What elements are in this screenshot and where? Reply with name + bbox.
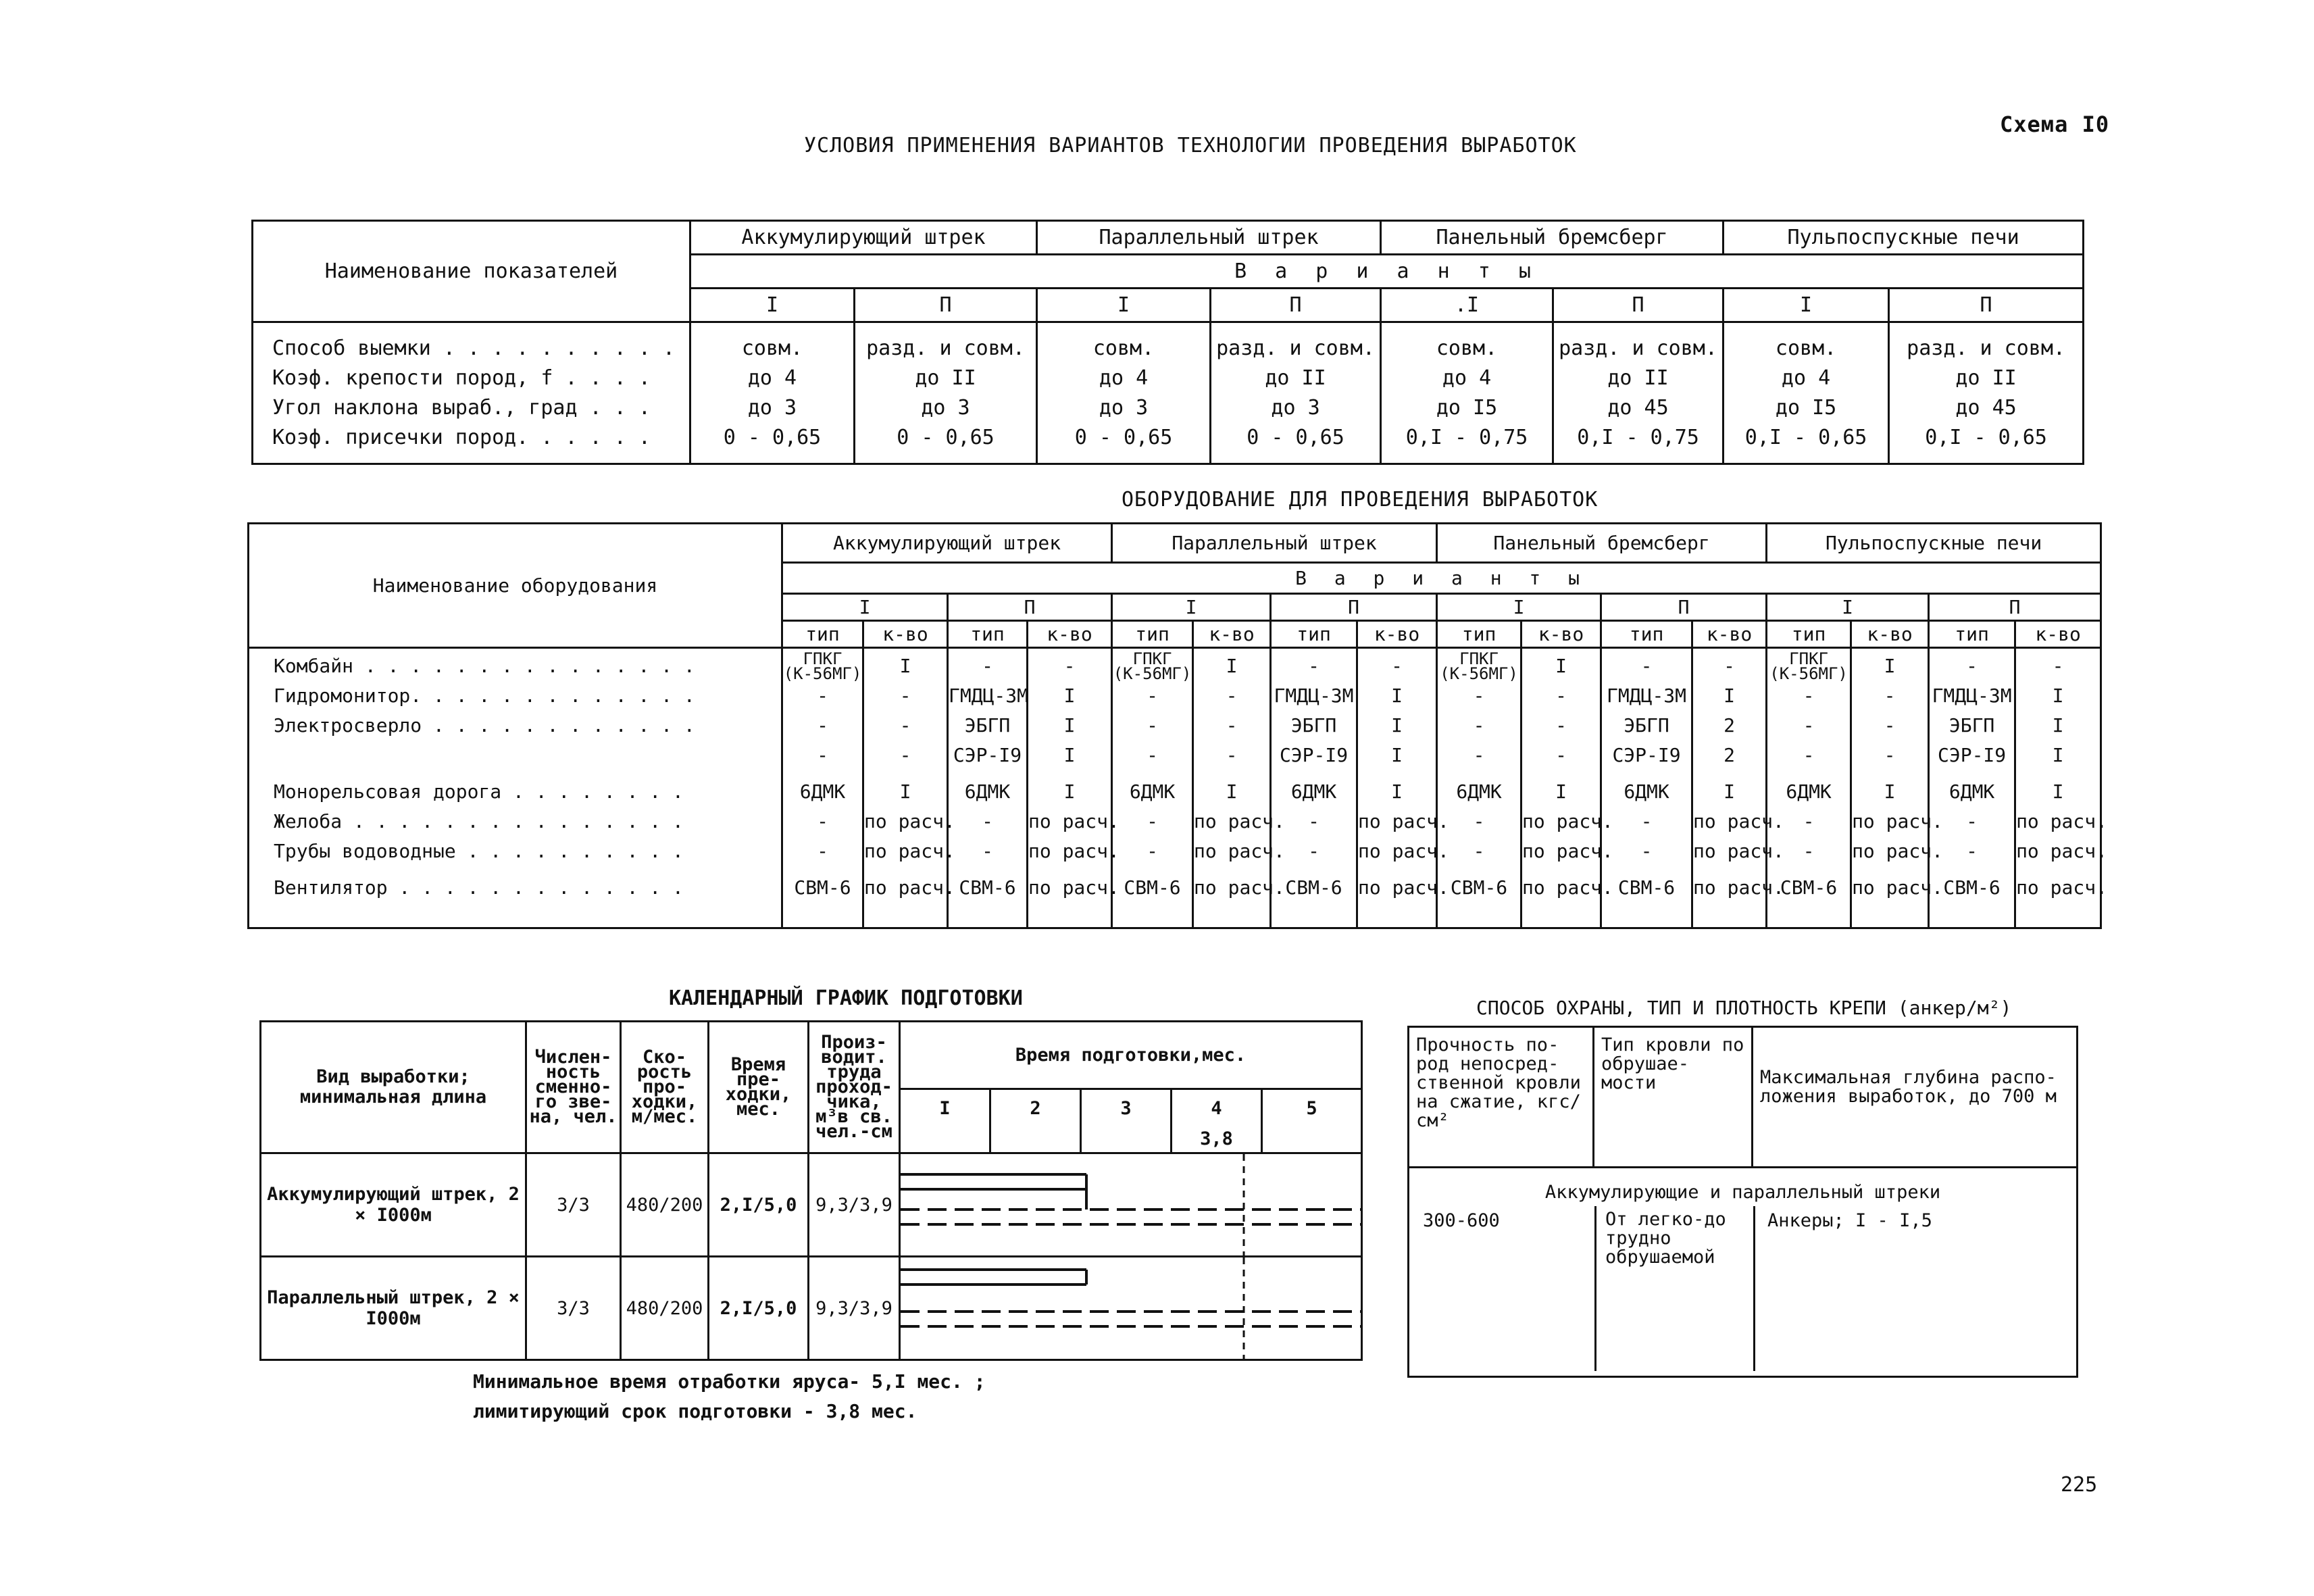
equipment-count: 2	[1724, 714, 1735, 737]
equipment-count: по расч.	[1852, 840, 1943, 862]
equipment-type: ГПКГ (К-56МГ)	[1440, 649, 1518, 683]
equipment-type: ЭБГП	[1948, 714, 1995, 737]
page-number: 225	[2061, 1473, 2098, 1497]
equipment-count: I	[1226, 780, 1238, 803]
condition-name: Коэф. крепости пород, f . . . .	[272, 366, 651, 390]
variants-header: В а р и а н т ы	[782, 563, 2101, 594]
equipment-count: -	[1724, 655, 1735, 677]
mark-3-8: 3,8	[1200, 1128, 1233, 1149]
equipment-type: СВМ-6	[794, 876, 851, 899]
equipment-count: I	[899, 780, 911, 803]
footnote-2: лимитирующий срок подготовки - 3,8 мес.	[473, 1400, 917, 1422]
equipment-type: ГМДЦ-3М	[949, 684, 1029, 707]
equipment-type: -	[1147, 744, 1158, 766]
equipment-count-column	[1851, 648, 1943, 928]
equipment-count: -	[1391, 655, 1403, 677]
equipment-count: по расч.	[1028, 876, 1120, 899]
equipment-type: 6ДМК	[1290, 780, 1337, 803]
support-roof: От легко-до трудно обрушаемой	[1605, 1209, 1726, 1268]
equipment-count: I	[1555, 780, 1567, 803]
condition-values: совм. до 4 до I5 0,I - 0,75	[1381, 322, 1553, 464]
equipment-count: по расч.	[1358, 810, 1449, 832]
support-header-strength: Прочность по- род непосред- ственной кровли на сжатие, кгс/см²	[1409, 1027, 1594, 1168]
variant-header: П	[1271, 594, 1437, 621]
equipment-count: -	[2052, 655, 2064, 677]
variant-header: П	[1889, 289, 2084, 322]
schedule-productivity: 9,3/3,9	[809, 1153, 900, 1257]
equipment-count: I	[1063, 684, 1076, 707]
equipment-count: по расч.	[2016, 840, 2107, 862]
type-header: тип	[948, 621, 1028, 648]
equipment-type: ЭБГП	[1624, 714, 1669, 737]
equipment-title: ОБОРУДОВАНИЕ ДЛЯ ПРОВЕДЕНИЯ ВЫРАБОТОК	[1122, 488, 1599, 512]
equipment-type: -	[1966, 655, 1978, 677]
schedule-time: 2,I/5,0	[709, 1153, 809, 1257]
equipment-type: -	[982, 840, 993, 862]
gantt-row	[900, 1153, 1362, 1257]
condition-names	[253, 322, 690, 464]
equipment-count: -	[1555, 744, 1567, 766]
equipment-count: по расч.	[864, 840, 955, 862]
group-header: Аккумулирующий штрек	[782, 524, 1112, 563]
equipment-count: I	[1063, 744, 1076, 766]
schedule-header-kind: Вид выработки; минимальная длина	[261, 1022, 526, 1153]
equipment-type: -	[1803, 714, 1815, 737]
condition-values: разд. и совм. до II до 3 0 - 0,65	[1211, 322, 1381, 464]
equipment-count: -	[1884, 744, 1896, 766]
group-header: Аккумулирующий штрек	[690, 221, 1037, 255]
group-header: Пульпоспускные печи	[1767, 524, 2101, 563]
equipment-type: -	[1473, 840, 1485, 862]
gantt-chart	[901, 1257, 1363, 1359]
equipment-count: I	[1063, 780, 1076, 803]
support-title: СПОСОБ ОХРАНЫ, ТИП И ПЛОТНОСТЬ КРЕПИ (анкер/м²)	[1476, 997, 2012, 1019]
gantt-row	[900, 1257, 1362, 1360]
equipment-name: Комбайн . . . . . . . . . . . . . . .	[274, 655, 695, 677]
equipment-type: 6ДМК	[799, 780, 846, 803]
schedule-table	[259, 1020, 1363, 1361]
equipment-count: -	[1555, 714, 1567, 737]
schedule-productivity: 9,3/3,9	[809, 1257, 900, 1360]
equipment-type: -	[817, 810, 828, 832]
conditions-table	[251, 220, 2084, 465]
variant-header: I	[1437, 594, 1601, 621]
equipment-count: по расч.	[1693, 810, 1784, 832]
equipment-count: по расч.	[1358, 876, 1449, 899]
equipment-name: Гидромонитор. . . . . . . . . . . . .	[274, 684, 695, 707]
equipment-count: -	[1226, 744, 1238, 766]
equipment-count: I	[2052, 684, 2064, 707]
equipment-name: Вентилятор . . . . . . . . . . . . .	[274, 876, 684, 899]
equipment-count-column	[1193, 648, 1285, 928]
support-header-roof: Тип кровли по обрушае- мости	[1594, 1027, 1753, 1168]
equipment-count: I	[2052, 744, 2064, 766]
equipment-name: Монорельсовая дорога . . . . . . . .	[274, 780, 684, 803]
equipment-type: ГМДЦ-3М	[1607, 684, 1687, 707]
schedule-crew: 3/3	[526, 1257, 621, 1360]
schedule-speed: 480/200	[621, 1257, 709, 1360]
equipment-count: по расч.	[1358, 840, 1449, 862]
equipment-count: I	[1555, 655, 1567, 677]
equipment-type: СВМ-6	[1943, 876, 2001, 899]
scheme-label: Схема I0	[2000, 111, 2110, 137]
condition-name: Способ выемки . . . . . . . . . .	[272, 336, 676, 360]
schedule-crew: 3/3	[526, 1153, 621, 1257]
equipment-count: по расч.	[2016, 876, 2107, 899]
schedule-time: 2,I/5,0	[709, 1257, 809, 1360]
support-header-depth: Максимальная глубина распо- ложения выработок, до 700 м	[1753, 1027, 2078, 1168]
equipment-count-column	[1692, 648, 1784, 928]
equipment-type: СВМ-6	[1285, 876, 1342, 899]
count-header: к-во	[1692, 621, 1767, 648]
month-header: 4 3,8	[1172, 1089, 1262, 1153]
count-header: к-во	[1357, 621, 1437, 648]
variant-header: I	[1724, 289, 1889, 322]
equipment-type: -	[982, 655, 993, 677]
condition-values: разд. и совм. до II до 45 0,I - 0,65	[1889, 322, 2084, 464]
equipment-type: СВМ-6	[1617, 876, 1676, 899]
equipment-count: по расч.	[864, 810, 955, 832]
condition-name: Угол наклона выраб., град . . .	[272, 396, 651, 420]
support-bolts: Анкеры; I - I,5	[1767, 1210, 1932, 1231]
support-body	[1409, 1168, 2078, 1377]
equipment-type: СВМ-6	[1124, 876, 1181, 899]
equipment-header: Наименование оборудования	[249, 524, 782, 648]
schedule-header-productivity: Произ- водит. труда проход- чика, м³в св. чел.-см	[809, 1022, 900, 1153]
variant-header: П	[948, 594, 1112, 621]
schedule-title: КАЛЕНДАРНЫЙ ГРАФИК ПОДГОТОВКИ	[669, 987, 1023, 1010]
equipment-type: -	[1147, 810, 1158, 832]
equipment-name	[274, 741, 781, 777]
count-header: к-во	[863, 621, 948, 648]
variant-header: П	[1553, 289, 1724, 322]
variant-header: I	[1767, 594, 1929, 621]
equipment-count: -	[899, 744, 911, 766]
equipment-count: I	[1063, 714, 1076, 737]
schedule-kind: Параллельный штрек, 2 × I000м	[261, 1257, 526, 1360]
schedule-speed: 480/200	[621, 1153, 709, 1257]
equipment-count: по расч.	[1852, 810, 1943, 832]
conditions-title: УСЛОВИЯ ПРИМЕНЕНИЯ ВАРИАНТОВ ТЕХНОЛОГИИ ПРОВЕДЕНИЯ ВЫРАБОТОК	[804, 134, 1577, 157]
equipment-count: I	[1724, 780, 1735, 803]
footnote-1: Минимальное время отработки яруса- 5,I мес. ;	[473, 1370, 986, 1393]
equipment-count: по расч.	[1194, 840, 1285, 862]
group-header: Панельный бремсберг	[1437, 524, 1767, 563]
equipment-type: 6ДМК	[1129, 780, 1176, 803]
equipment-type: -	[1640, 655, 1653, 677]
type-header: тип	[782, 621, 863, 648]
equipment-type-column	[1601, 648, 1692, 928]
variant-header: I	[782, 594, 948, 621]
equipment-type: 6ДМК	[1786, 780, 1832, 803]
equipment-type: -	[817, 840, 828, 862]
equipment-count-column	[1521, 648, 1613, 928]
variant-header: П	[1211, 289, 1381, 322]
equipment-type: -	[1966, 840, 1978, 862]
equipment-type: -	[1640, 840, 1653, 862]
equipment-count: I	[1226, 655, 1238, 677]
variant-header: П	[1929, 594, 2101, 621]
equipment-type: -	[817, 744, 828, 766]
equipment-type: -	[1803, 840, 1815, 862]
equipment-type: ЭБГП	[964, 714, 1011, 737]
group-header: Панельный бремсберг	[1381, 221, 1724, 255]
equipment-count: -	[1226, 714, 1238, 737]
schedule-header-time: Время пре- ходки, мес.	[709, 1022, 809, 1153]
equipment-count: по расч.	[2016, 810, 2107, 832]
month-header: 5	[1262, 1089, 1362, 1153]
equipment-type: СВМ-6	[1450, 876, 1508, 899]
equipment-count: I	[1724, 684, 1735, 707]
condition-values: совм. до 4 до 3 0 - 0,65	[690, 322, 855, 464]
variant-header: I	[1037, 289, 1211, 322]
type-header: тип	[1437, 621, 1521, 648]
equipment-type: -	[1473, 684, 1485, 707]
equipment-type: СЭР-I9	[953, 744, 1022, 766]
equipment-count: по расч.	[1852, 876, 1943, 899]
equipment-count-column	[1028, 648, 1120, 928]
equipment-type: -	[1803, 810, 1815, 832]
month-header: 2	[990, 1089, 1081, 1153]
equipment-count: -	[1226, 684, 1238, 707]
equipment-count: -	[899, 684, 911, 707]
equipment-name: Желоба . . . . . . . . . . . . . . .	[274, 810, 684, 832]
equipment-count: по расч.	[1194, 876, 1285, 899]
equipment-count-column	[863, 648, 955, 928]
equipment-type: СЭР-I9	[1612, 744, 1681, 766]
variant-header: .I	[1381, 289, 1553, 322]
variant-header: П	[855, 289, 1037, 322]
equipment-table	[247, 522, 2107, 929]
schedule-header-crew: Числен- ность сменно- го зве- на, чел.	[526, 1022, 621, 1153]
count-header: к-во	[1521, 621, 1601, 648]
equipment-count: по расч.	[1522, 840, 1613, 862]
equipment-type: -	[817, 684, 828, 707]
equipment-type: -	[1966, 810, 1978, 832]
equipment-type: -	[1473, 744, 1485, 766]
support-strength: 300-600	[1423, 1210, 1500, 1231]
equipment-name: Электросверло . . . . . . . . . . . .	[274, 714, 695, 737]
equipment-names	[249, 648, 782, 928]
equipment-count: I	[899, 655, 911, 677]
condition-values: совм. до 4 до 3 0 - 0,65	[1037, 322, 1211, 464]
gantt-chart	[901, 1154, 1363, 1255]
equipment-type: -	[1803, 744, 1815, 766]
equipment-type: ГПКГ (К-56МГ)	[1769, 649, 1848, 683]
equipment-count: по расч.	[864, 876, 955, 899]
group-header: Параллельный штрек	[1112, 524, 1437, 563]
equipment-count: -	[1063, 655, 1076, 677]
equipment-type: ГПКГ (К-56МГ)	[783, 649, 862, 683]
type-header: тип	[1929, 621, 2015, 648]
group-header: Параллельный штрек	[1037, 221, 1381, 255]
equipment-type: СВМ-6	[1780, 876, 1838, 899]
equipment-type: -	[982, 810, 993, 832]
condition-name: Коэф. присечки пород. . . . . .	[272, 426, 651, 449]
equipment-type: -	[1308, 810, 1319, 832]
equipment-count: 2	[1724, 744, 1735, 766]
equipment-count: по расч.	[1522, 876, 1613, 899]
equipment-type: -	[1803, 684, 1815, 707]
equipment-count: I	[1884, 780, 1896, 803]
equipment-type: -	[1147, 684, 1158, 707]
equipment-count: I	[1391, 744, 1403, 766]
variant-header: П	[1601, 594, 1767, 621]
equipment-count: -	[1884, 684, 1896, 707]
equipment-type: -	[1147, 840, 1158, 862]
type-header: тип	[1112, 621, 1193, 648]
equipment-type: СВМ-6	[959, 876, 1016, 899]
equipment-count: по расч.	[1693, 840, 1784, 862]
equipment-count: I	[2052, 780, 2064, 803]
equipment-count: I	[2052, 714, 2064, 737]
equipment-type: -	[1473, 810, 1485, 832]
variants-header: В а р и а н т ы	[690, 255, 2084, 289]
equipment-type: -	[1147, 714, 1158, 737]
month-header: I	[900, 1089, 990, 1153]
equipment-type-column	[1112, 648, 1193, 928]
type-header: тип	[1271, 621, 1357, 648]
month-header: 3	[1081, 1089, 1172, 1153]
schedule-kind: Аккумулирующий штрек, 2 × I000м	[261, 1153, 526, 1257]
count-header: к-во	[2015, 621, 2101, 648]
equipment-type: ГПКГ (К-56МГ)	[1113, 649, 1192, 683]
equipment-type: 6ДМК	[1624, 780, 1669, 803]
variant-header: I	[690, 289, 855, 322]
conditions-header: Наименование показателей	[253, 221, 690, 322]
type-header: тип	[1601, 621, 1692, 648]
condition-values: разд. и совм. до II до 3 0 - 0,65	[855, 322, 1037, 464]
equipment-type-column	[782, 648, 863, 928]
equipment-count: по расч.	[1194, 810, 1285, 832]
support-table	[1407, 1026, 2078, 1378]
equipment-name: Трубы водоводные . . . . . . . . . .	[274, 840, 684, 862]
equipment-type: СЭР-I9	[1938, 744, 2007, 766]
equipment-count: I	[1884, 655, 1896, 677]
condition-values: совм. до 4 до I5 0,I - 0,65	[1724, 322, 1889, 464]
equipment-count: I	[1391, 684, 1403, 707]
equipment-type: ГМДЦ-3М	[1274, 684, 1354, 707]
schedule-header-speed: Ско- рость про- ходки, м/мес.	[621, 1022, 709, 1153]
group-header: Пульпоспускные печи	[1724, 221, 2084, 255]
equipment-count: -	[1884, 714, 1896, 737]
equipment-type: ГМДЦ-3М	[1932, 684, 2012, 707]
equipment-type: -	[1308, 840, 1319, 862]
equipment-type: -	[1308, 655, 1319, 677]
equipment-type: -	[817, 714, 828, 737]
type-header: тип	[1767, 621, 1851, 648]
equipment-count: I	[1391, 780, 1403, 803]
condition-values: разд. и совм. до II до 45 0,I - 0,75	[1553, 322, 1724, 464]
count-header: к-во	[1193, 621, 1271, 648]
schedule-header-prep: Время подготовки,мес.	[900, 1022, 1362, 1089]
variant-header: I	[1112, 594, 1271, 621]
equipment-type: ЭБГП	[1290, 714, 1337, 737]
equipment-count: -	[1555, 684, 1567, 707]
support-group: Аккумулирующие и параллельный штреки	[1544, 1182, 1941, 1203]
equipment-type: 6ДМК	[964, 780, 1011, 803]
equipment-count-column	[2015, 648, 2107, 928]
equipment-type: 6ДМК	[1948, 780, 1995, 803]
count-header: к-во	[1028, 621, 1112, 648]
equipment-type: -	[1640, 810, 1653, 832]
equipment-count: по расч.	[1028, 840, 1120, 862]
equipment-type: -	[1473, 714, 1485, 737]
equipment-count: по расч.	[1522, 810, 1613, 832]
count-header: к-во	[1851, 621, 1929, 648]
equipment-type: СЭР-I9	[1279, 744, 1349, 766]
equipment-count-column	[1357, 648, 1449, 928]
equipment-count: -	[899, 714, 911, 737]
equipment-type-column	[1437, 648, 1521, 928]
equipment-count: I	[1391, 714, 1403, 737]
equipment-count: по расч.	[1693, 876, 1784, 899]
equipment-type-column	[948, 648, 1028, 928]
equipment-type: 6ДМК	[1456, 780, 1502, 803]
equipment-count: по расч.	[1028, 810, 1120, 832]
